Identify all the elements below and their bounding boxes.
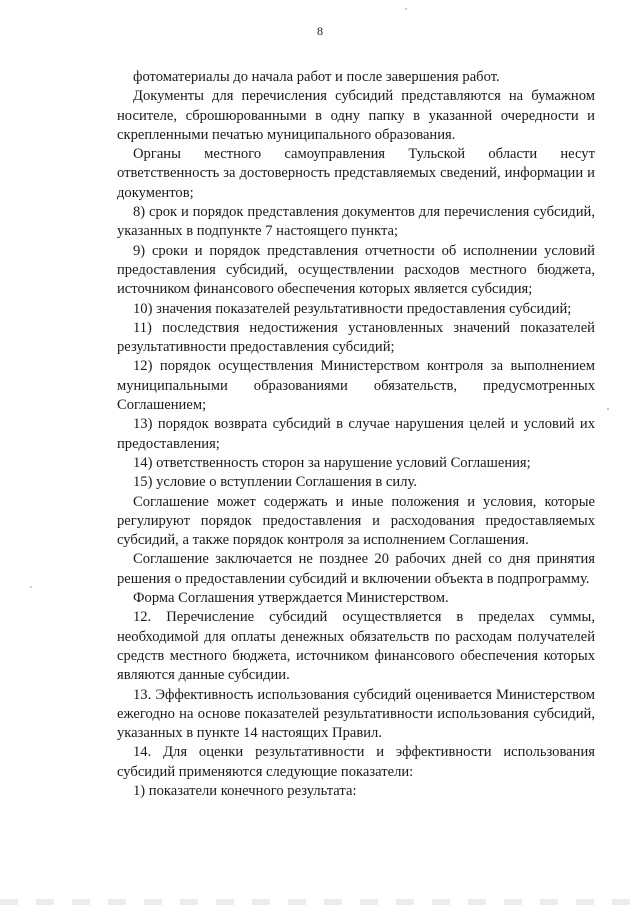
indicator-item-1: 1) показатели конечного результата: [133, 782, 357, 799]
scan-speck [30, 586, 32, 588]
list-item-9: 9) сроки и порядок представления отчетности об исполнении условий предоставления субсидий, осуществлении расходов местного бюджета, источником финансового обеспечения которых является субсидия; [117, 242, 595, 298]
scan-speck [607, 408, 609, 410]
page-number: 8 [317, 24, 323, 38]
scan-speck [405, 8, 407, 10]
list-item-8: 8) срок и порядок представления документов для перечисления субсидий, указанных в подпункте 7 настоящего пункта; [117, 204, 595, 240]
section-14-indicators: 14. Для оценки результативности и эффективности использования субсидий применяются следующие показатели: [117, 744, 595, 780]
list-item-14: 14) ответственность сторон за нарушение условий Соглашения; [133, 454, 531, 471]
document-body [117, 68, 595, 801]
paragraph-agreement-form: Форма Соглашения утверждается Министерством. [133, 590, 449, 607]
list-item-12: 12) порядок осуществления Министерством контроля за выполнением муниципальными образованиями обязательств, предусмотренных Соглашением; [117, 358, 595, 414]
section-13-efficiency: 13. Эффективность использования субсидий оценивается Министерством ежегодно на основе показателей результативности использования субсидий, указанных в пункте 14 настоящих Правил. [117, 686, 595, 742]
list-item-13: 13) порядок возврата субсидий в случае нарушения целей и условий их предоставления; [117, 416, 595, 452]
paragraph-agreement-deadline: Соглашение заключается не позднее 20 рабочих дней со дня принятия решения о предоставлении субсидий и включении объекта в подпрограмму. [117, 551, 595, 587]
paragraph-local-authorities-responsibility: Органы местного самоуправления Тульской области несут ответственность за достоверность представляемых сведений, информации и документов; [117, 146, 595, 201]
paragraph-agreement-additional-terms: Соглашение может содержать и иные положения и условия, которые регулируют порядок предоставления и расходования предоставляемых субсидий, а также порядок контроля за исполнением Соглашения. [117, 493, 595, 549]
section-12-transfer: 12. Перечисление субсидий осуществляется в пределах суммы, необходимой для оплаты денежных обязательств по расходам получателей средств местного бюджета, источником финансового обеспечения которых являются данные субсидии. [117, 609, 595, 684]
list-item-15: 15) условие о вступлении Соглашения в силу. [133, 474, 417, 491]
list-item-11: 11) последствия недостижения установленных значений показателей результативности предоставления субсидий; [117, 319, 595, 356]
paragraph-photomaterials: фотоматериалы до начала работ и после завершения работ. [133, 69, 500, 85]
list-item-10: 10) значения показателей результативности предоставления субсидий; [133, 300, 572, 317]
scan-bottom-edge [0, 899, 640, 905]
paragraph-documents-submission: Документы для перечисления субсидий представляются на бумажном носителе, сброшюрованными в одну папку в указанной очередности и скрепленными печатью муниципального образования. [117, 88, 595, 143]
